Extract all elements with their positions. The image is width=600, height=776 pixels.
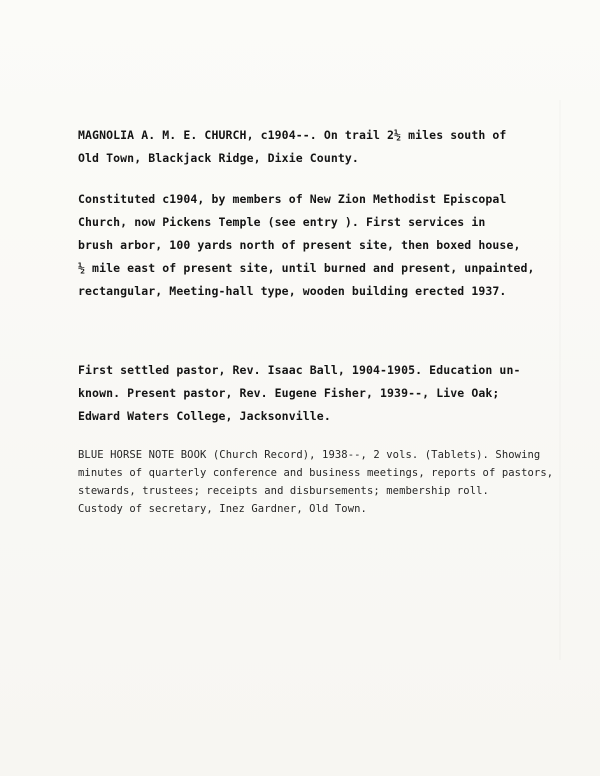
history-line: Church, now Pickens Temple (see entry ). First services in (78, 215, 486, 229)
pastor-line: known. Present pastor, Rev. Eugene Fisher, 1939--, Live Oak; (78, 386, 500, 400)
record-line: Custody of secretary, Inez Gardner, Old Town. (78, 503, 367, 515)
history-paragraph (78, 188, 548, 303)
church-heading-paragraph (78, 124, 548, 170)
history-line: Constituted c1904, by members of New Zion Methodist Episcopal (78, 192, 507, 206)
history-line: brush arbor, 100 yards north of present site, then boxed house, (78, 238, 521, 252)
pastor-line: Edward Waters College, Jacksonville. (78, 409, 331, 423)
record-paragraph (78, 446, 554, 518)
history-line: ½ mile east of present site, until burned and present, unpainted, (78, 261, 535, 275)
pastor-line: First settled pastor, Rev. Isaac Ball, 1904-1905. Education un- (78, 363, 521, 377)
history-line: rectangular, Meeting-hall type, wooden building erected 1937. (78, 284, 507, 298)
heading-line: MAGNOLIA A. M. E. CHURCH, c1904--. On trail 2½ miles south of (78, 128, 507, 142)
heading-line: Old Town, Blackjack Ridge, Dixie County. (78, 151, 359, 165)
pastor-paragraph (78, 359, 548, 428)
record-line: minutes of quarterly conference and business meetings, reports of pastors, (78, 467, 554, 479)
record-line: BLUE HORSE NOTE BOOK (Church Record), 1938--, 2 vols. (Tablets). Showing (78, 449, 541, 461)
record-line: stewards, trustees; receipts and disbursements; membership roll. (78, 485, 489, 497)
